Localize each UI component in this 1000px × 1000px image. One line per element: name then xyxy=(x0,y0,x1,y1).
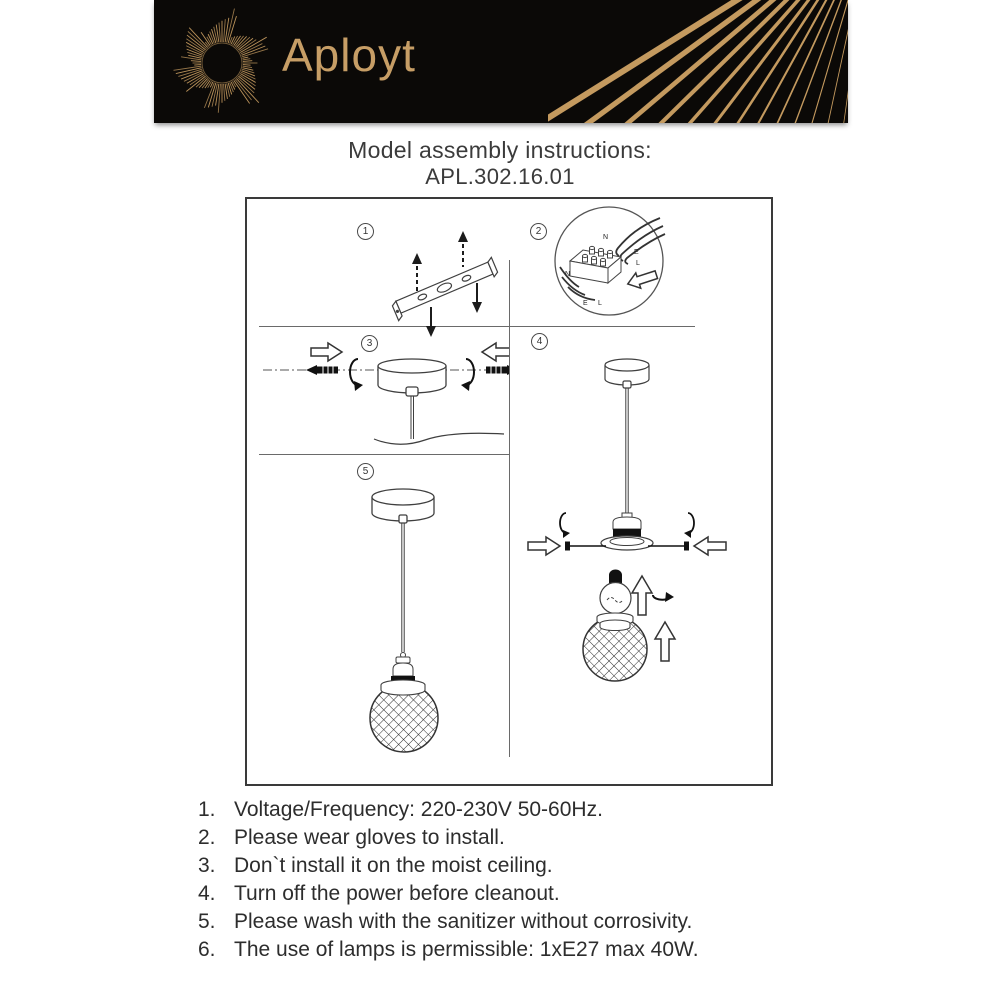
step-3-badge: 3 xyxy=(361,335,378,352)
instruction-item xyxy=(198,852,858,880)
instruction-text: Please wear gloves to install. xyxy=(234,826,505,849)
up-arrow-icon xyxy=(632,576,652,615)
step-5-diagram xyxy=(260,457,509,781)
step-4-diagram xyxy=(515,329,771,755)
up-arrow-icon xyxy=(412,253,422,291)
wire-label: E xyxy=(634,249,639,256)
instruction-item xyxy=(198,908,858,936)
mounting-bracket-icon xyxy=(390,257,500,320)
instruction-item xyxy=(198,824,858,852)
ray-fan-icon xyxy=(548,0,848,123)
globe-collar-icon xyxy=(381,680,425,695)
step-3-diagram xyxy=(259,339,509,453)
up-arrow-icon xyxy=(458,231,468,267)
instruction-text: Please wash with the sanitizer without corrosivity. xyxy=(234,910,693,933)
instruction-number: 4. xyxy=(198,882,216,905)
globe-collar-icon xyxy=(597,613,633,631)
step-1-badge: 1 xyxy=(357,223,374,240)
instruction-text: Turn off the power before cleanout. xyxy=(234,882,560,905)
step-2-badge: 2 xyxy=(530,223,547,240)
twist-arrow-icon xyxy=(653,592,674,602)
divider-vertical xyxy=(509,260,510,757)
rotate-arrow-icon xyxy=(560,513,570,538)
step-4-badge: 4 xyxy=(531,333,548,350)
bulb-icon xyxy=(600,570,631,614)
instruction-text: The use of lamps is permissible: 1xE27 max 40W. xyxy=(234,938,699,961)
rotate-arrow-icon xyxy=(684,513,694,538)
down-arrow-icon xyxy=(426,307,436,337)
socket-icon xyxy=(601,513,653,550)
brand-name: Aployt xyxy=(282,29,416,81)
step-5-badge: 5 xyxy=(357,463,374,480)
cord-wave-line xyxy=(374,433,504,444)
instruction-number: 2. xyxy=(198,826,216,849)
ceiling-canopy-icon xyxy=(605,359,649,388)
ceiling-canopy-icon xyxy=(378,359,446,396)
wire-label: N xyxy=(565,271,571,278)
ceiling-canopy-icon xyxy=(372,489,434,523)
instruction-item xyxy=(198,796,858,824)
instruction-number: 1. xyxy=(198,798,216,821)
brand-banner xyxy=(154,0,848,123)
instruction-text: Voltage/Frequency: 220-230V 50-60Hz. xyxy=(234,798,603,821)
instruction-item xyxy=(198,936,858,964)
cord-icon xyxy=(374,396,504,444)
step-1-diagram xyxy=(385,217,507,339)
sunburst-icon xyxy=(166,7,278,119)
page-title: Model assembly instructions: xyxy=(348,137,652,163)
instruction-number: 5. xyxy=(198,910,216,933)
cord-icon xyxy=(402,523,404,652)
wire-label: N xyxy=(603,234,609,241)
wire-label: L xyxy=(598,300,602,307)
assembly-diagram-box xyxy=(245,197,773,786)
down-arrow-icon xyxy=(472,283,482,313)
wire-label: E xyxy=(583,300,588,307)
instruction-number: 6. xyxy=(198,938,216,961)
instruction-number: 3. xyxy=(198,854,216,877)
step-2-diagram xyxy=(552,204,667,319)
model-code: APL.302.16.01 xyxy=(425,164,575,189)
divider-horizontal-2 xyxy=(259,454,510,455)
up-arrow-icon xyxy=(655,622,675,661)
cord-icon xyxy=(626,388,628,515)
push-arrow-icon xyxy=(528,537,560,555)
instruction-text: Don`t install it on the moist ceiling. xyxy=(234,854,553,877)
push-arrow-icon xyxy=(694,537,726,555)
instruction-item xyxy=(198,880,858,908)
instructions-list xyxy=(198,796,858,964)
wire-label: L xyxy=(636,260,640,267)
